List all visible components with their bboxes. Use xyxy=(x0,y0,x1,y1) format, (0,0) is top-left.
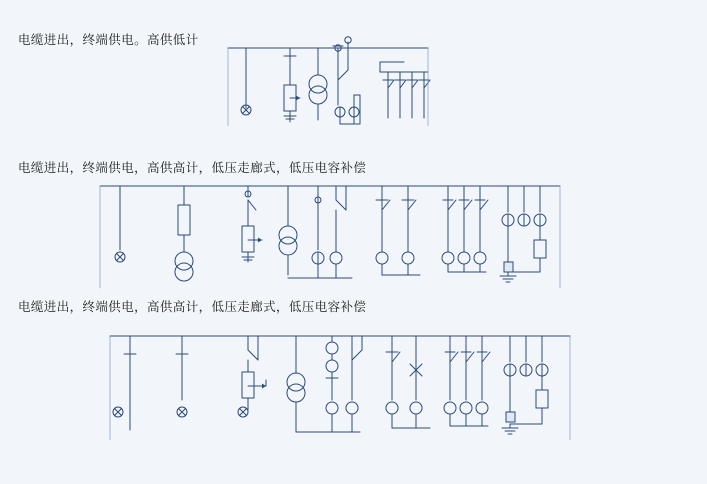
diagram-2-caption: 电缆进出，终端供电，高供高计，低压走廊式，低压电容补偿 xyxy=(18,160,367,175)
diagram-1-group xyxy=(228,37,430,126)
diagram-3-group xyxy=(110,336,570,440)
diagram-3-caption: 电缆进出，终端供电，高供高计，低压走廊式，低压电容补偿 xyxy=(18,299,367,314)
diagram-2-group xyxy=(100,186,560,288)
diagram-1-caption: 电缆进出，终端供电。高供低计 xyxy=(18,32,199,47)
